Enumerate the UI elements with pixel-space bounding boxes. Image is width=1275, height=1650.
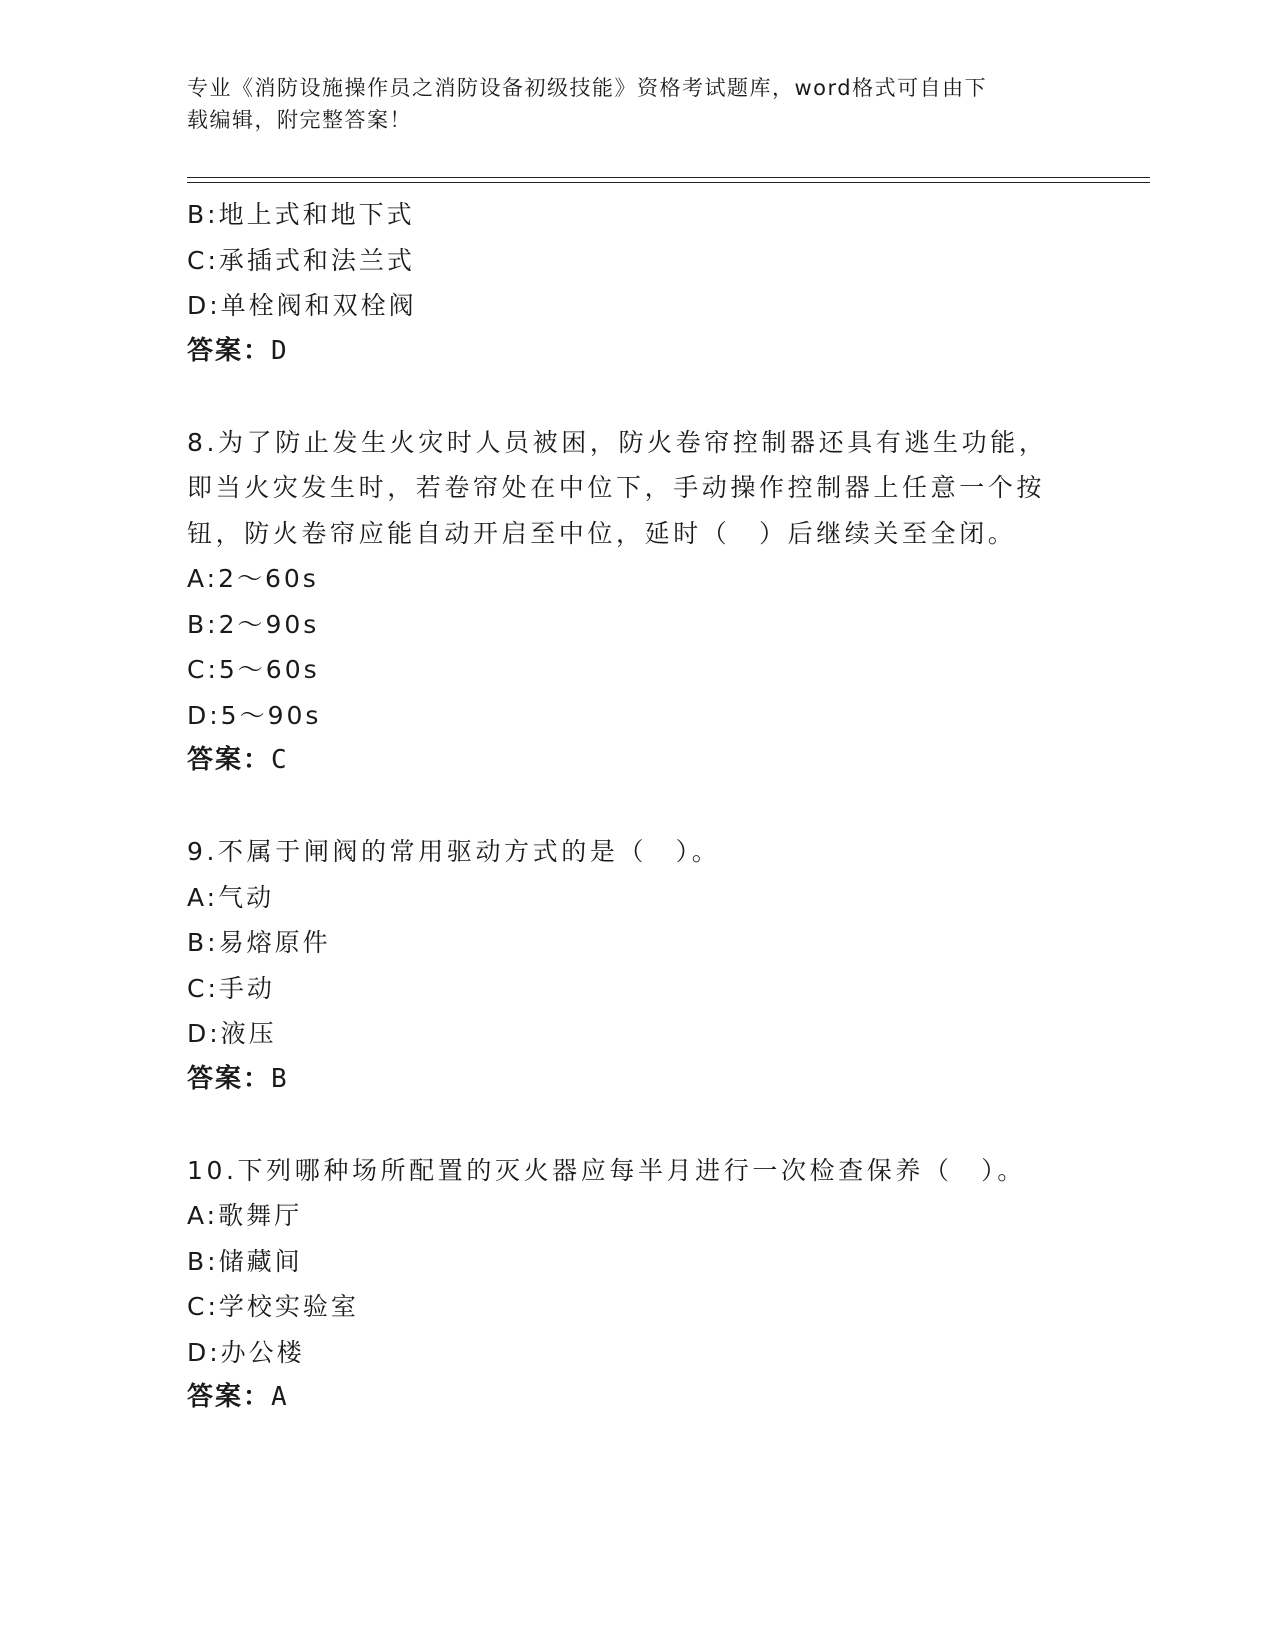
answer-label: 答案： xyxy=(187,745,272,775)
option-b: B:2～90s xyxy=(187,609,320,639)
spacer xyxy=(187,1102,1087,1148)
answer-line xyxy=(187,1057,1087,1103)
answer-line xyxy=(187,738,1087,784)
answer-value: A xyxy=(271,1382,289,1412)
option-d: D:5～90s xyxy=(187,700,322,730)
option-c: C:手动 xyxy=(187,973,275,1003)
question-8 xyxy=(187,420,1087,784)
option-d: D:液压 xyxy=(187,1019,277,1048)
answer-value: B xyxy=(271,1063,289,1094)
answer-value: C xyxy=(271,745,289,775)
option-b: B:地上式和地下式 xyxy=(187,200,415,229)
question-text-line: 钮，防火卷帘应能自动开启至中位，延时（ ）后继续关至全闭。 xyxy=(187,518,1017,548)
option-d: D:办公楼 xyxy=(187,1337,305,1367)
document-header xyxy=(187,72,1067,136)
option-b: B:储藏间 xyxy=(187,1246,303,1276)
question-text-line: 即当火灾发生时，若卷帘处在中位下，手动操作控制器上任意一个按 xyxy=(187,473,1046,502)
header-line-2: 载编辑，附完整答案！ xyxy=(187,108,412,132)
question-text xyxy=(187,1148,1087,1194)
spacer xyxy=(187,374,1087,420)
header-divider-bottom xyxy=(187,182,1150,183)
spacer xyxy=(187,784,1087,830)
option-a: A:气动 xyxy=(187,882,275,912)
answer-label: 答案： xyxy=(187,335,272,366)
option-c: C:学校实验室 xyxy=(187,1292,359,1321)
option-a: A:歌舞厅 xyxy=(187,1201,303,1230)
option-c: C:承插式和法兰式 xyxy=(187,245,415,275)
question-text-line: 10.下列哪种场所配置的灭火器应每半月进行一次检查保养（ ）。 xyxy=(187,1155,1026,1185)
option-c: C:5～60s xyxy=(187,655,320,684)
question-text-line: 9.不属于闸阀的常用驱动方式的是（ ）。 xyxy=(187,837,721,866)
answer-value: D xyxy=(271,335,289,366)
header-divider-top xyxy=(187,177,1150,178)
option-b: B:易熔原件 xyxy=(187,928,331,957)
question-10 xyxy=(187,1148,1087,1421)
header-line-1: 专业《消防设施操作员之消防设备初级技能》资格考试题库，word格式可自由下 xyxy=(187,76,988,100)
option-a: A:2～60s xyxy=(187,564,319,593)
question-text-line: 8.为了防止发生火灾时人员被困，防火卷帘控制器还具有逃生功能， xyxy=(187,427,1048,457)
question-list xyxy=(187,192,1087,1421)
question-7-tail xyxy=(187,192,1087,374)
answer-line xyxy=(187,329,1087,375)
answer-label: 答案： xyxy=(187,1063,272,1094)
option-d: D:单栓阀和双栓阀 xyxy=(187,291,417,320)
answer-label: 答案： xyxy=(187,1382,272,1412)
question-text xyxy=(187,829,1087,875)
question-9 xyxy=(187,829,1087,1102)
question-text xyxy=(187,420,1087,557)
answer-line xyxy=(187,1375,1087,1421)
